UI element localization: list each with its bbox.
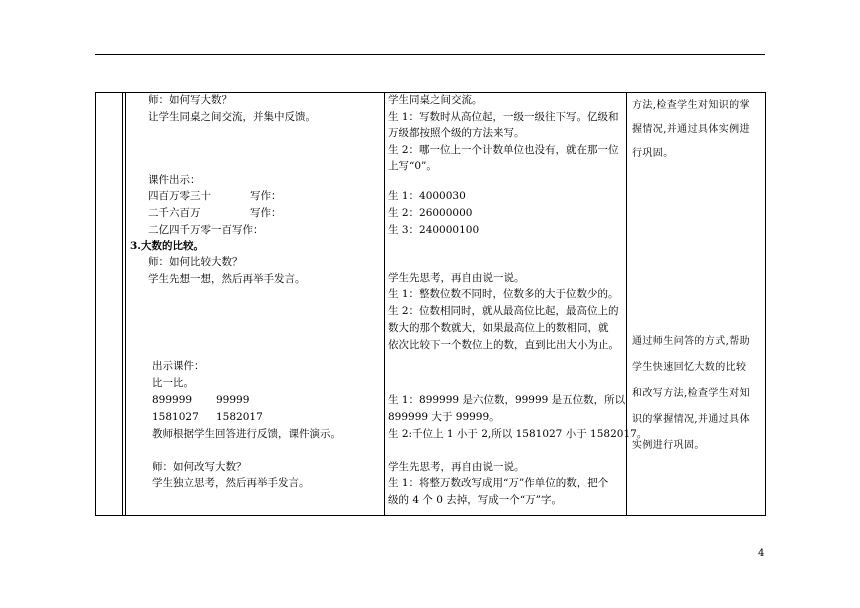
table-border-right <box>765 92 766 515</box>
answer-2: 生 2：26000000 <box>388 207 473 219</box>
table-border-bottom <box>95 515 766 516</box>
compare-label: 比一比。 <box>152 377 194 389</box>
student-1-write-a: 生 1：写数时从高位起，一级一级往下写。亿级和 <box>388 111 619 123</box>
student-2-write-b: 上写“0”。 <box>388 160 437 172</box>
student-1-pair-b: 899999 大于 99999。 <box>388 411 500 423</box>
intent-2-a: 通过师生问答的方式,帮助 <box>632 336 750 347</box>
teacher-think: 学生先想一想，然后再举手发言。 <box>148 273 306 285</box>
intent-2-d: 识的掌握情况,并通过具体 <box>632 414 750 425</box>
pair-2-b: 1582017 <box>216 411 263 423</box>
teacher-independent: 学生独立思考，然后再举手发言。 <box>152 477 310 489</box>
table-divider-3 <box>626 92 627 515</box>
student-1-pair-a: 生 1：899999 是六位数，99999 是五位数，所以 <box>388 394 626 406</box>
student-1-rewrite-a: 生 1：将整万数改写成用“万”作单位的数，把个 <box>388 477 609 489</box>
student-think-2: 学生先思考，再自由说一说。 <box>388 461 525 473</box>
intent-1-b: 握情况,并通过具体实例进 <box>632 124 750 135</box>
table-divider-1b <box>125 92 126 515</box>
answer-1: 生 1：4000030 <box>388 190 466 202</box>
courseware-label: 课件出示： <box>148 174 201 186</box>
write-as-2: 写作： <box>250 207 282 219</box>
student-2-compare-c: 依次比较下一个数位上的数，直到比出大小为止。 <box>388 339 619 351</box>
pair-1-a: 899999 <box>152 394 193 406</box>
table-divider-1 <box>122 92 123 515</box>
pair-2-a: 1581027 <box>152 411 199 423</box>
teacher-question-rewrite: 师：如何改写大数？ <box>152 461 247 473</box>
teacher-question-write: 师：如何写大数？ <box>148 94 232 106</box>
answer-3: 生 3：240000100 <box>388 224 480 236</box>
example-2: 二千六百万 <box>148 207 201 219</box>
example-1: 四百万零三十 <box>148 190 211 202</box>
student-2-compare-a: 生 2：位数相同时，就从最高位比起，最高位上的 <box>388 305 619 317</box>
intent-1-c: 行巩固。 <box>632 148 674 159</box>
table-divider-2 <box>384 92 385 515</box>
student-2-compare-b: 数大的那个数就大，如果最高位上的数相同，就 <box>388 322 609 334</box>
student-1-compare: 生 1：整数位数不同时，位数多的大于位数少的。 <box>388 288 619 300</box>
student-1-write-b: 万级都按照个级的方法来写。 <box>388 127 525 139</box>
intent-2-c: 和改写方法,检查学生对知 <box>632 388 750 399</box>
student-think: 学生先思考，再自由说一说。 <box>388 272 525 284</box>
table-border-left <box>95 92 96 515</box>
intent-1-a: 方法,检查学生对知识的掌 <box>632 100 750 111</box>
write-as-1: 写作： <box>250 190 282 202</box>
student-1-rewrite-b: 级的 4 个 0 去掉，写成一个“万”字。 <box>388 494 562 506</box>
student-2-pair: 生 2:千位上 1 小于 2,所以 1581027 小于 1582017。 <box>388 428 648 440</box>
example-3: 二亿四千万零一百写作： <box>148 224 264 236</box>
teacher-exchange: 让学生同桌之间交流，并集中反馈。 <box>148 111 316 123</box>
intent-2-e: 实例进行巩固。 <box>632 440 705 451</box>
page-number: 4 <box>758 548 765 559</box>
section-heading-compare: 3.大数的比较。 <box>130 240 204 252</box>
pair-1-b: 99999 <box>216 394 250 406</box>
student-exchange: 学生同桌之间交流。 <box>388 94 483 106</box>
student-2-write-a: 生 2：哪一位上一个计数单位也没有，就在那一位 <box>388 144 619 156</box>
teacher-feedback: 教师根据学生回答进行反馈，课件演示。 <box>152 428 341 440</box>
show-courseware: 出示课件： <box>152 360 205 372</box>
intent-2-b: 学生快速回忆大数的比较 <box>632 362 747 373</box>
teacher-question-compare: 师：如何比较大数？ <box>148 256 243 268</box>
